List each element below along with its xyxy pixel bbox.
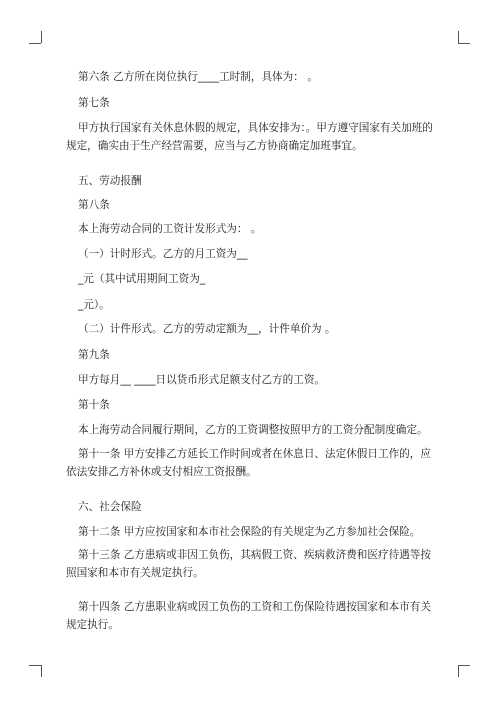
article-9-paragraph: 甲方每月__ ____日以货币形式足额支付乙方的工资。 xyxy=(78,374,326,386)
article-6-paragraph: 第六条 乙方所在岗位执行____工时制，具体为： 。 xyxy=(78,71,318,83)
monthly-wage-paragraph: _元（其中试用期间工资为_ xyxy=(78,273,206,285)
section-6-heading: 六、社会保险 xyxy=(78,501,142,513)
article-14-paragraph: 第十四条 乙方患职业病或因工负伤的工资和工伤保险待遇按国家和本市有关规定执行。 xyxy=(66,601,431,631)
article-8-paragraph: 本上海劳动合同的工资计发形式为： 。 xyxy=(78,223,262,235)
time-wage-paragraph: （一）计时形式。乙方的月工资为__ xyxy=(78,248,248,260)
article-9-heading: 第九条 xyxy=(78,349,110,361)
section-5-heading: 五、劳动报酬 xyxy=(78,175,142,187)
article-11-paragraph: 第十一条 甲方安排乙方延长工作时间或者在休息日、法定休假日工作的，应依法安排乙方补休或支付相应工资报酬。 xyxy=(66,448,431,478)
article-10-paragraph: 本上海劳动合同履行期间，乙方的工资调整按照甲方的工资分配制度确定。 xyxy=(78,424,428,436)
article-7-paragraph: 甲方执行国家有关休息休假的规定，具体安排为：。甲方遵守国家有关加班的规定，确实由于生产经营需要，应当与乙方协商确定加班事宜。 xyxy=(66,122,433,152)
article-13-paragraph: 第十三条 乙方患病或非因工负伤，其病假工资、疾病救济费和医疗待遇等按照国家和本市有关规定执行。 xyxy=(66,549,431,579)
article-12-paragraph: 第十二条 甲方应按国家和本市社会保险的有关规定为乙方参加社会保险。 xyxy=(78,526,421,538)
article-7-heading: 第七条 xyxy=(78,97,110,109)
piece-rate-paragraph: （二）计件形式。乙方的劳动定额为__，计件单价为 。 xyxy=(78,323,336,335)
article-10-heading: 第十条 xyxy=(78,399,110,411)
article-8-heading: 第八条 xyxy=(78,199,110,211)
probation-wage-paragraph: _元）。 xyxy=(78,299,110,311)
